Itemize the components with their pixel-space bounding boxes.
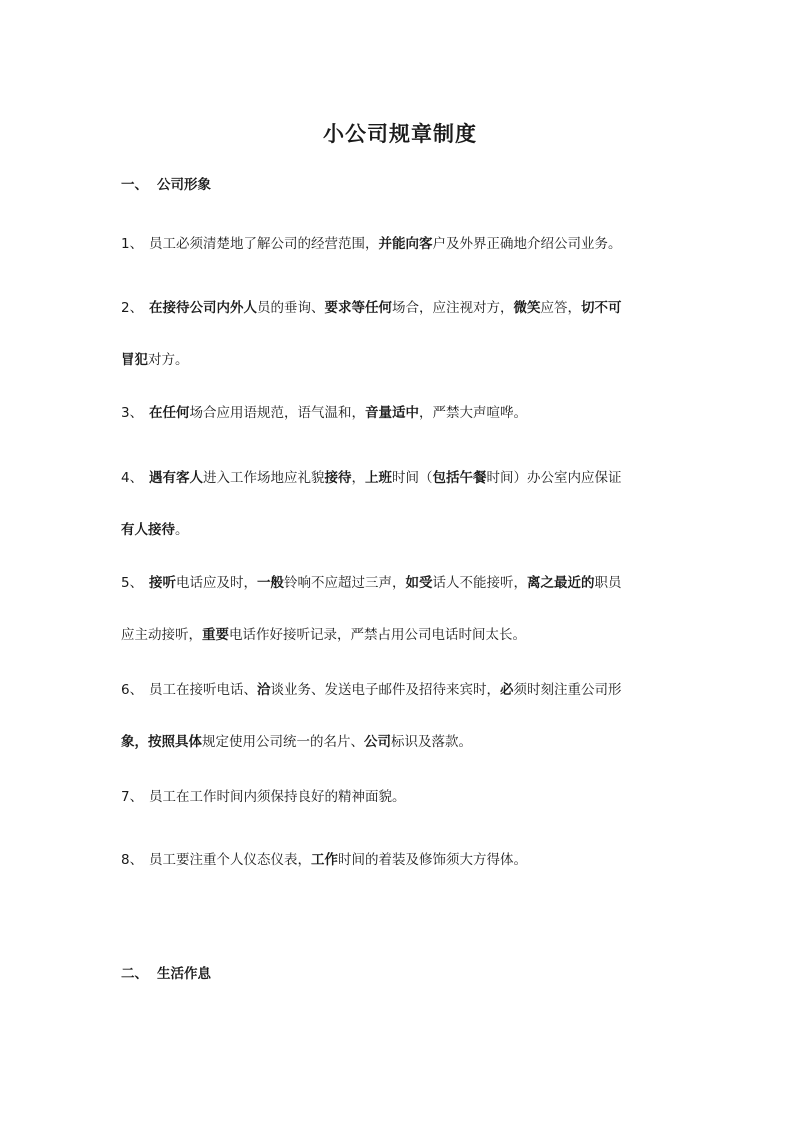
item-number: 1、 — [121, 236, 144, 252]
rule-item-6 — [121, 664, 681, 768]
text-run: 标识及落款。 — [391, 734, 472, 750]
text-run-bold: 重要 — [202, 627, 229, 643]
rule-line — [121, 716, 681, 768]
text-run: 职员 — [594, 575, 622, 591]
text-run-bold: 音量适中 — [365, 405, 419, 421]
section-heading-company-image — [121, 173, 211, 193]
text-run: 谈业务、发送电子邮件及招待来宾时， — [270, 682, 500, 698]
rule-line — [121, 664, 681, 716]
document-title: 小公司规章制度 — [323, 122, 477, 146]
rule-item-8 — [121, 834, 681, 886]
item-number: 3、 — [121, 405, 144, 421]
text-run: 员工在工作时间内须保持良好的精神面貌。 — [149, 789, 406, 805]
text-run: 时间的着装及修饰须大方得体。 — [338, 852, 527, 868]
text-run-bold: 微笑 — [513, 300, 541, 316]
text-run: 应主动接听， — [121, 627, 202, 643]
text-run: 员工在接听电话、 — [149, 682, 257, 698]
text-run-bold: 在接待公司内外人 — [149, 300, 257, 316]
text-run: ， — [351, 470, 365, 486]
item-number: 2、 — [121, 300, 144, 316]
text-run: ，严禁大声喧哗。 — [419, 405, 527, 421]
text-run-bold: 离之最近的 — [527, 575, 595, 591]
text-run-bold: 上班 — [365, 470, 392, 486]
rule-line — [121, 218, 681, 270]
text-run: 员的垂询、 — [257, 300, 325, 316]
text-run-bold: 要求等任何 — [324, 300, 392, 316]
text-run: 员工必须清楚地了解公司的经营范围， — [149, 236, 379, 252]
text-run-bold: 冒犯 — [121, 352, 148, 368]
text-run: 应答， — [540, 300, 581, 316]
text-run: 时间）办公室内应保证 — [486, 470, 622, 486]
section-number: 二、 — [121, 966, 148, 982]
text-run-bold: 象，按照具体 — [121, 734, 202, 750]
section-number: 一、 — [121, 177, 148, 193]
text-run-bold: 在任何 — [149, 405, 190, 421]
text-run: 员工要注重个人仪态仪表， — [149, 852, 311, 868]
rule-line — [121, 609, 681, 661]
text-run-bold: 一般 — [257, 575, 284, 591]
section-heading-daily-schedule — [121, 962, 211, 982]
text-run: 规定使用公司统一的名片、 — [202, 734, 364, 750]
rule-line — [121, 771, 681, 823]
text-run: 铃响不应超过三声， — [284, 575, 406, 591]
text-run: 时间（ — [392, 470, 433, 486]
section-title: 生活作息 — [157, 966, 211, 982]
item-number: 8、 — [121, 852, 144, 868]
text-run: 电话作好接听记录，严禁占用公司电话时间太长。 — [229, 627, 526, 643]
text-run-bold: 并能向客 — [378, 236, 433, 252]
text-run-bold: 包括午餐 — [432, 470, 487, 486]
item-number: 5、 — [121, 575, 144, 591]
rule-item-4 — [121, 452, 681, 556]
text-run-bold: 遇有客人 — [149, 470, 203, 486]
text-run-bold: 接待 — [324, 470, 352, 486]
text-run-bold: 洽 — [257, 682, 271, 698]
text-run: 对方。 — [148, 352, 189, 368]
item-number: 7、 — [121, 789, 144, 805]
text-run: 场合，应注视对方， — [392, 300, 514, 316]
text-run-bold: 必 — [500, 682, 514, 698]
item-number: 6、 — [121, 682, 144, 698]
text-run-bold: 公司 — [364, 734, 391, 750]
rule-line — [121, 387, 681, 439]
rule-line — [121, 334, 681, 386]
rule-item-3 — [121, 387, 681, 439]
section-title: 公司形象 — [157, 177, 211, 193]
rule-item-2 — [121, 282, 681, 386]
text-run-bold: 如受 — [405, 575, 433, 591]
rule-item-1 — [121, 218, 681, 270]
rule-item-5 — [121, 557, 681, 661]
text-run: 话人不能接听， — [432, 575, 527, 591]
text-run-bold: 工作 — [311, 852, 338, 868]
text-run: 户及外界正确地介绍公司业务。 — [432, 236, 622, 252]
text-run: 须时刻注重公司形 — [513, 682, 622, 698]
rule-line — [121, 834, 681, 886]
text-run: 场合应用语规范，语气温和， — [189, 405, 365, 421]
text-run-bold: 有人接待 — [121, 522, 175, 538]
text-run-bold: 切不可 — [581, 300, 622, 316]
item-number: 4、 — [121, 470, 144, 486]
text-run-bold: 接听 — [149, 575, 176, 591]
text-run: 进入工作场地应礼貌 — [203, 470, 325, 486]
rule-line — [121, 504, 681, 556]
rule-line — [121, 557, 681, 609]
rule-item-7 — [121, 771, 681, 823]
text-run: 。 — [175, 522, 189, 538]
rule-line — [121, 452, 681, 504]
text-run: 电话应及时， — [176, 575, 257, 591]
rule-line — [121, 282, 681, 334]
